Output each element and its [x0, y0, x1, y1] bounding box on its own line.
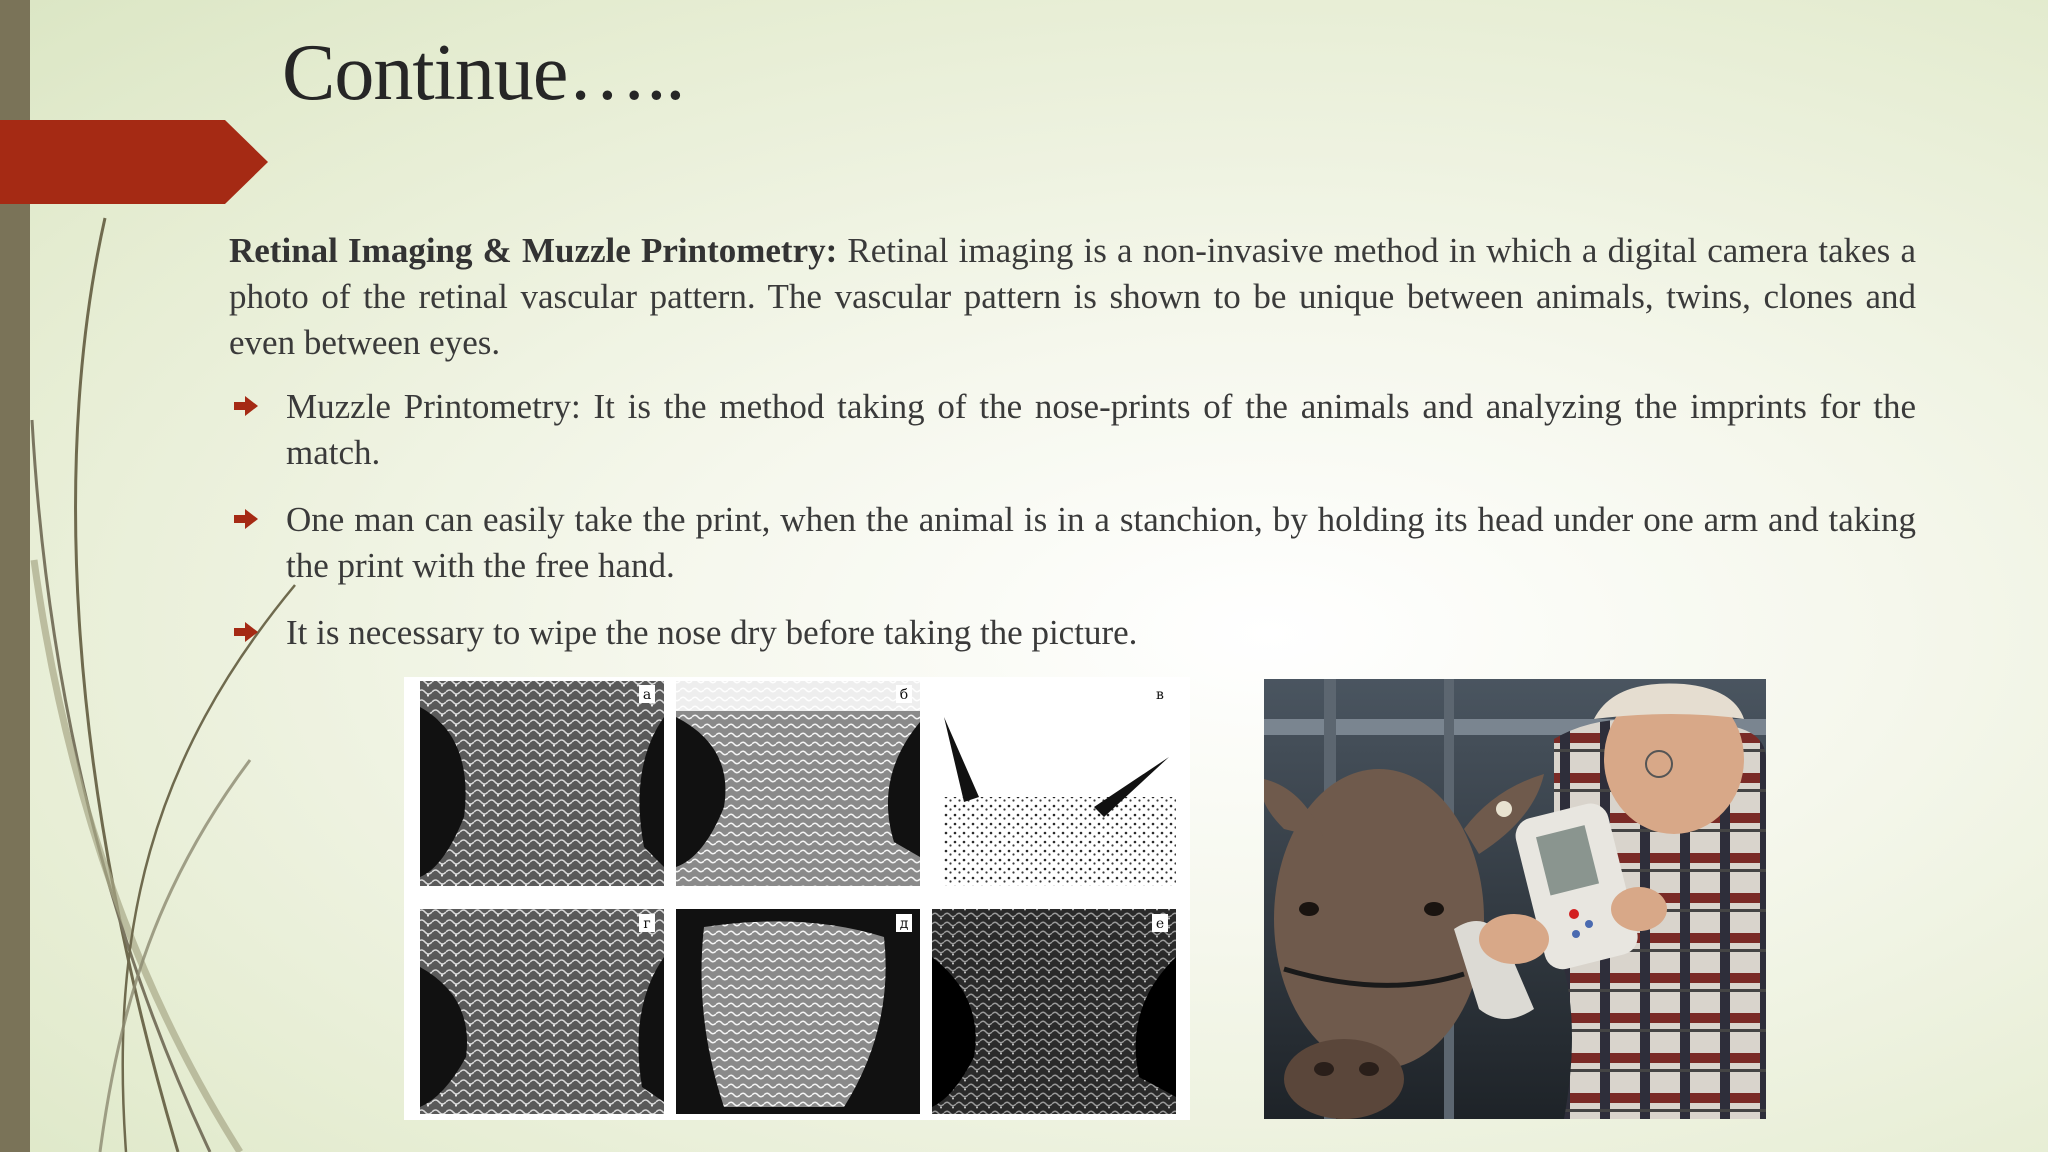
- bullet-text: One man can easily take the print, when the animal is in a stanchion, by holding its head under one arm and taking the print with the free hand.: [286, 500, 1916, 585]
- panel-letter: е: [1155, 916, 1165, 932]
- panel-letter: в: [1156, 687, 1164, 703]
- intro-text: Retinal imaging is a non-invasive method in which a digital camera takes a photo of the retinal vascular pattern. The vascular pattern is shown to be unique between animals, twins, clones and even between eyes.: [229, 231, 1916, 362]
- muzzle-panel-e: [932, 909, 1176, 1114]
- muzzle-panel-g: [420, 909, 664, 1114]
- panel-letter: а: [642, 687, 652, 703]
- bullet-item: [229, 610, 1916, 656]
- slide-body: [229, 228, 1916, 677]
- title-accent-arrow: [0, 120, 270, 204]
- panel-letter: г: [643, 916, 651, 932]
- bullet-item: [229, 497, 1916, 589]
- muzzle-panel-v: [932, 681, 1176, 886]
- cow-muzzle-scanning-photo: [1264, 679, 1766, 1119]
- muzzle-print-photo-grid: [404, 677, 1190, 1120]
- bullet-text: It is necessary to wipe the nose dry before taking the picture.: [286, 613, 1138, 652]
- muzzle-panel-b: [676, 681, 920, 886]
- right-arrow-bullet-icon: [233, 395, 259, 417]
- panel-letter: б: [899, 687, 909, 703]
- right-arrow-bullet-icon: [233, 508, 259, 530]
- intro-paragraph: [229, 228, 1916, 366]
- intro-bold-lead: Retinal Imaging & Muzzle Printometry:: [229, 231, 838, 270]
- right-arrow-bullet-icon: [233, 621, 259, 643]
- bullet-text: Muzzle Printometry: It is the method taking of the nose-prints of the animals and analyzing the imprints for the match.: [286, 387, 1916, 472]
- panel-letter: д: [899, 916, 909, 932]
- bullet-list: [229, 384, 1916, 656]
- muzzle-panel-a: [420, 681, 664, 886]
- bullet-item: [229, 384, 1916, 476]
- slide-title: Continue…..: [282, 29, 685, 117]
- muzzle-panel-d: [676, 909, 920, 1114]
